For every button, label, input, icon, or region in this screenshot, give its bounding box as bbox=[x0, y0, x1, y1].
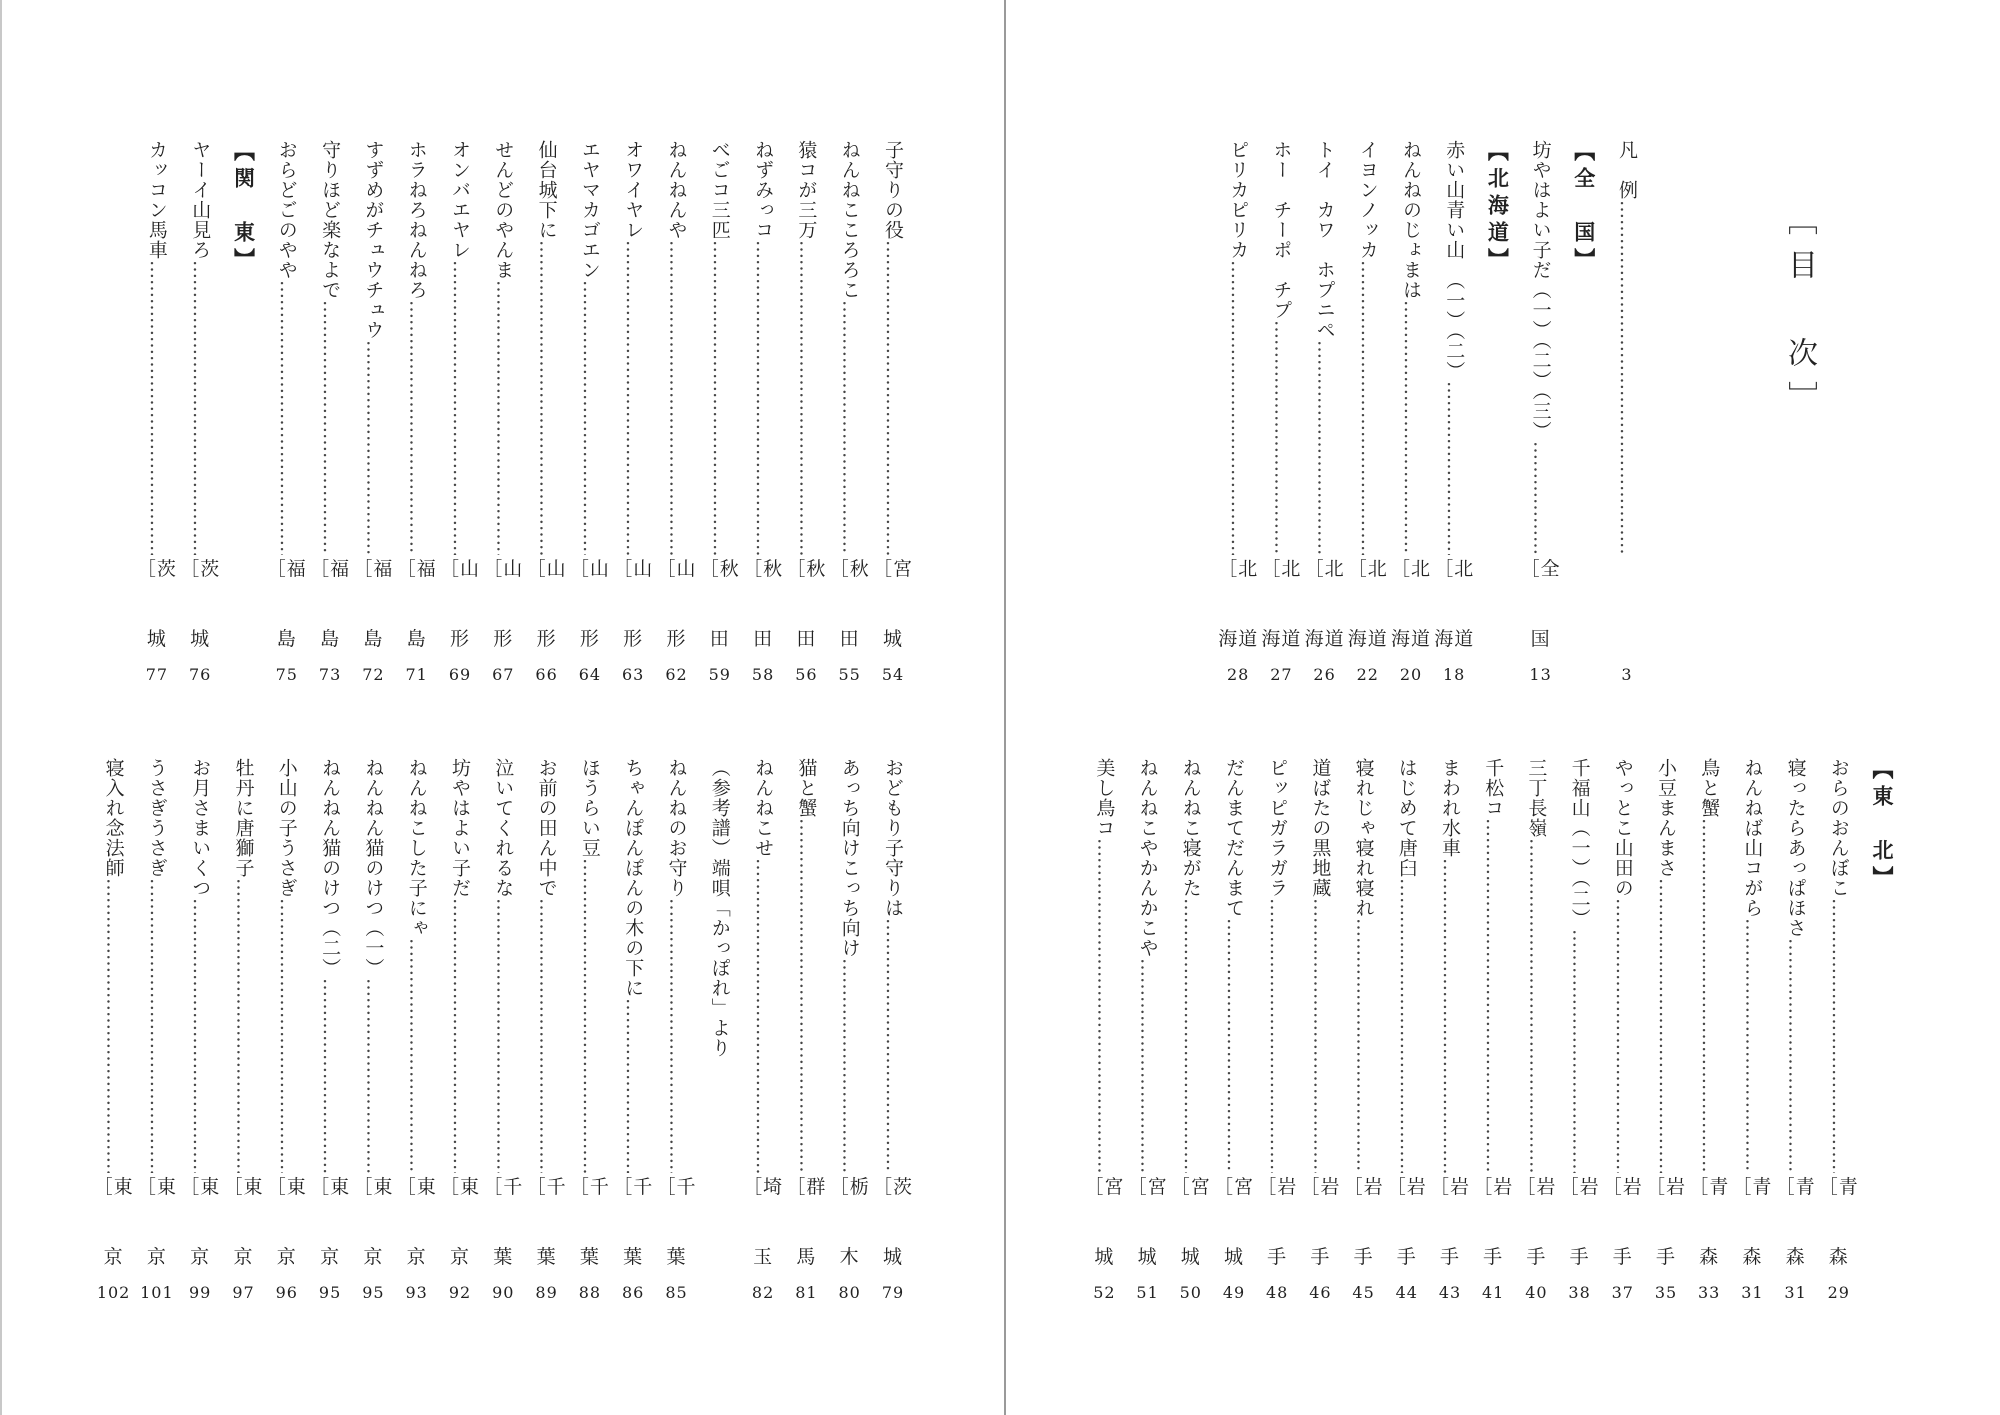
entry-prefecture: ［宮 城 bbox=[1127, 1176, 1168, 1268]
entry-title: エヤマカゴエン …………………………………………………………………………………………………………………… bbox=[579, 140, 601, 555]
toc-entry bbox=[786, 758, 827, 1318]
entry-prefecture: ［埼 玉 bbox=[743, 1176, 784, 1268]
entry-page-number: 35 bbox=[1654, 1283, 1678, 1302]
entry-title: ホラねろねんねろ …………………………………………………………………………………………………………………… bbox=[406, 140, 428, 555]
entry-page-number: 75 bbox=[275, 665, 298, 684]
entry-title: 小豆まんまさ …………………………………………………………………………………………………………………… bbox=[1655, 758, 1677, 1173]
section-heading: 【東 北】 bbox=[1870, 758, 1895, 893]
entry-prefecture: ［東 京 bbox=[440, 1176, 481, 1268]
entry-page-number: 33 bbox=[1698, 1283, 1721, 1302]
toc-entry bbox=[613, 140, 654, 700]
toc-entry bbox=[93, 758, 134, 1318]
toc-entry bbox=[1516, 758, 1557, 1318]
entry-page-number: 102 bbox=[96, 1283, 131, 1302]
toc-entry bbox=[1300, 758, 1341, 1318]
entry-prefecture: ［茨 城 bbox=[136, 558, 177, 650]
toc-entry bbox=[440, 758, 481, 1318]
entry-page-number: 85 bbox=[665, 1283, 688, 1302]
entry-title: せんどのやんま …………………………………………………………………………………………………………………… bbox=[492, 140, 514, 555]
toc-entry bbox=[1391, 140, 1432, 700]
entry-page-number: 51 bbox=[1136, 1283, 1159, 1302]
entry-page-number: 97 bbox=[232, 1283, 255, 1302]
entry-page-number: 86 bbox=[622, 1283, 645, 1302]
entry-page-number: 13 bbox=[1529, 665, 1552, 684]
entry-page-number: 31 bbox=[1741, 1283, 1764, 1302]
entry-title: 坊やはよい子だ …………………………………………………………………………………………………………………… bbox=[449, 758, 471, 1173]
entry-page-number: 56 bbox=[795, 665, 818, 684]
toc-entry bbox=[1646, 758, 1687, 1318]
toc-entry bbox=[1343, 758, 1384, 1318]
toc-entry bbox=[440, 140, 481, 700]
entry-title: ねんねん猫のけつ（一） …………………………………………………………………………………………………………………… bbox=[362, 758, 384, 1173]
entry-title: おどもり子守りは …………………………………………………………………………………………………………………… bbox=[882, 758, 904, 1173]
toc-entry bbox=[1214, 758, 1255, 1318]
entry-title: 坊やはよい子だ（一）（二）（三） …………………………………………………………………………………………………………………… bbox=[1530, 140, 1552, 555]
entry-title: ねんねこころろこ …………………………………………………………………………………………………………………… bbox=[839, 140, 861, 555]
entry-prefecture: ［岩 手 bbox=[1257, 1176, 1298, 1268]
entry-prefecture: ［東 京 bbox=[223, 1176, 264, 1268]
entry-page-number: 55 bbox=[838, 665, 861, 684]
entry-prefecture: ［栃 木 bbox=[829, 1176, 870, 1268]
entry-title: お前の田ん中で …………………………………………………………………………………………………………………… bbox=[536, 758, 558, 1173]
entry-prefecture: ［山 形 bbox=[569, 558, 610, 650]
entry-title: 泣いてくれるな …………………………………………………………………………………………………………………… bbox=[492, 758, 514, 1173]
entry-page-number: 99 bbox=[189, 1283, 212, 1302]
toc-entry bbox=[223, 758, 264, 1318]
entry-title: ねんねのじょまは …………………………………………………………………………………………………………………… bbox=[1400, 140, 1422, 555]
right-page bbox=[1004, 0, 2000, 1415]
toc-entry bbox=[180, 758, 221, 1318]
entry-title: おらのおんぼこ …………………………………………………………………………………………………………………… bbox=[1828, 758, 1850, 1173]
toc-entry bbox=[136, 758, 177, 1318]
entry-title: はじめて唐臼 …………………………………………………………………………………………………………………… bbox=[1396, 758, 1418, 1173]
entry-title: ホー チーポ チプ …………………………………………………………………………………………………………………… bbox=[1270, 140, 1292, 555]
toc-entry bbox=[656, 140, 697, 700]
entry-page-number: 81 bbox=[795, 1283, 818, 1302]
entry-title: 子守りの役 …………………………………………………………………………………………………………………… bbox=[882, 140, 904, 555]
toc-heading: ［目 次］ bbox=[1782, 205, 1817, 425]
entry-title: ねんねば山コがら …………………………………………………………………………………………………………………… bbox=[1741, 758, 1763, 1173]
toc-entry bbox=[526, 758, 567, 1318]
entry-prefecture: ［岩 手 bbox=[1559, 1176, 1600, 1268]
entry-title: 仙台城下に …………………………………………………………………………………………………………………… bbox=[536, 140, 558, 555]
entry-prefecture: ［青 森 bbox=[1818, 1176, 1859, 1268]
entry-prefecture: ［山 形 bbox=[483, 558, 524, 650]
entry-page-number: 101 bbox=[140, 1283, 174, 1302]
toc-entry bbox=[1616, 140, 1638, 700]
entry-page-number: 27 bbox=[1270, 665, 1293, 684]
toc-entry bbox=[699, 140, 740, 700]
toc-entry bbox=[1559, 758, 1600, 1318]
entry-prefecture: ［秋 田 bbox=[743, 558, 784, 650]
entry-prefecture: ［福 島 bbox=[310, 558, 351, 650]
toc-entry bbox=[1257, 758, 1298, 1318]
entry-page-number: 67 bbox=[492, 665, 515, 684]
entry-prefecture: ［北 海道 bbox=[1347, 558, 1388, 650]
entry-title: 鳥と蟹 …………………………………………………………………………………………………………………… bbox=[1698, 758, 1720, 1173]
entry-page-number: 43 bbox=[1438, 1283, 1462, 1302]
entry-page-number: 64 bbox=[578, 665, 602, 684]
entry-title: おらどごのやや …………………………………………………………………………………………………………………… bbox=[276, 140, 298, 555]
entry-prefecture: ［福 島 bbox=[353, 558, 394, 650]
toc-entry bbox=[1430, 758, 1471, 1318]
entry-prefecture: ［千 葉 bbox=[569, 1176, 610, 1268]
entry-title: 三丁長嶺 …………………………………………………………………………………………………………………… bbox=[1525, 758, 1547, 1173]
entry-prefecture: ［秋 田 bbox=[786, 558, 827, 650]
section-heading: 【関 東】 bbox=[231, 140, 257, 275]
entry-prefecture: ［岩 手 bbox=[1430, 1176, 1471, 1268]
entry-prefecture: ［岩 手 bbox=[1343, 1176, 1384, 1268]
entry-title: 小山の子うさぎ …………………………………………………………………………………………………………………… bbox=[276, 758, 298, 1173]
entry-prefecture: ［宮 城 bbox=[1170, 1176, 1211, 1268]
entry-prefecture: ［宮 城 bbox=[1214, 1176, 1255, 1268]
entry-title: ほうらい豆 …………………………………………………………………………………………………………………… bbox=[579, 758, 601, 1173]
entry-page-number: 48 bbox=[1266, 1283, 1289, 1302]
entry-title: 千松コ …………………………………………………………………………………………………………………… bbox=[1482, 758, 1504, 1173]
toc-entry bbox=[310, 758, 351, 1318]
entry-title: ねんねこした子にゃ …………………………………………………………………………………………………………………… bbox=[406, 758, 428, 1173]
entry-title: ヤーイ山見ろ …………………………………………………………………………………………………………………… bbox=[189, 140, 211, 555]
toc-entry bbox=[1732, 758, 1773, 1318]
entry-page-number: 58 bbox=[751, 665, 775, 684]
entry-page-number: 20 bbox=[1399, 665, 1423, 684]
entry-title: 寝ったらあっぱほさ …………………………………………………………………………………………………………………… bbox=[1785, 758, 1807, 1173]
entry-title: 凡 例 …………………………………………………………………………………………………………………… bbox=[1616, 140, 1638, 555]
toc-entry bbox=[353, 140, 394, 700]
toc-entry bbox=[786, 140, 827, 700]
entry-page-number: 79 bbox=[881, 1283, 905, 1302]
entry-title: ねんねん猫のけつ（二） …………………………………………………………………………………………………………………… bbox=[319, 758, 341, 1173]
entry-prefecture: ［福 島 bbox=[266, 558, 307, 650]
entry-prefecture: ［東 京 bbox=[353, 1176, 394, 1268]
toc-entry bbox=[526, 140, 567, 700]
entry-page-number: 63 bbox=[622, 665, 645, 684]
entry-page-number: 49 bbox=[1222, 1283, 1246, 1302]
toc-entry bbox=[873, 140, 914, 700]
toc-entry bbox=[1689, 758, 1730, 1318]
entry-page-number: 66 bbox=[535, 665, 558, 684]
entry-title: 赤い山青い山 （一）（二） …………………………………………………………………………………………………………………… bbox=[1443, 140, 1465, 555]
entry-page-number: 76 bbox=[189, 665, 212, 684]
entry-prefecture: ［福 島 bbox=[396, 558, 437, 650]
entry-title: ちゃんぽんぽんの木の下に …………………………………………………………………………………………………………………… bbox=[622, 758, 644, 1173]
entry-page-number: 31 bbox=[1784, 1283, 1807, 1302]
entry-title: カッコン馬車 …………………………………………………………………………………………………………………… bbox=[146, 140, 168, 555]
entry-prefecture: ［北 海道 bbox=[1218, 558, 1259, 650]
entry-prefecture: ［青 森 bbox=[1775, 1176, 1816, 1268]
toc-entry bbox=[483, 140, 524, 700]
entry-prefecture: ［山 形 bbox=[656, 558, 697, 650]
toc-entry bbox=[1218, 140, 1259, 700]
toc-entry bbox=[1304, 140, 1345, 700]
entry-prefecture: ［青 森 bbox=[1689, 1176, 1730, 1268]
entry-title: だんまてだんまて …………………………………………………………………………………………………………………… bbox=[1223, 758, 1245, 1173]
toc-entry bbox=[1261, 140, 1302, 700]
toc-entry bbox=[266, 758, 307, 1318]
entry-page-number: 52 bbox=[1093, 1283, 1116, 1302]
toc-entry bbox=[310, 140, 351, 700]
entry-title: 猿コが三万 …………………………………………………………………………………………………………………… bbox=[795, 140, 817, 555]
entry-page-number: 38 bbox=[1568, 1283, 1591, 1302]
entry-prefecture: ［茨 城 bbox=[873, 1176, 914, 1268]
section-heading: 【北海道】 bbox=[1485, 140, 1511, 275]
entry-page-number: 62 bbox=[665, 665, 688, 684]
reference-note: （参考譜）端唄「かっぽれ」より bbox=[708, 758, 731, 1058]
entry-prefecture: ［北 海道 bbox=[1304, 558, 1345, 650]
section-heading: 【全 国】 bbox=[1571, 140, 1597, 275]
entry-prefecture: ［青 森 bbox=[1732, 1176, 1773, 1268]
toc-entry bbox=[743, 758, 784, 1318]
entry-title: トイ カワ ホプニペ …………………………………………………………………………………………………………………… bbox=[1314, 140, 1336, 555]
toc-entry bbox=[353, 758, 394, 1318]
entry-page-number: 26 bbox=[1313, 665, 1336, 684]
entry-page-number: 22 bbox=[1356, 665, 1379, 684]
toc-entry bbox=[396, 140, 437, 700]
toc-entry bbox=[829, 758, 870, 1318]
entry-prefecture: ［岩 手 bbox=[1473, 1176, 1514, 1268]
entry-prefecture: ［岩 手 bbox=[1516, 1176, 1557, 1268]
toc-entry bbox=[1386, 758, 1427, 1318]
toc-entry bbox=[1170, 758, 1211, 1318]
toc-entry bbox=[569, 758, 610, 1318]
entry-page-number: 37 bbox=[1611, 1283, 1634, 1302]
entry-page-number: 93 bbox=[405, 1283, 428, 1302]
entry-title: ねんねこ寝がた …………………………………………………………………………………………………………………… bbox=[1180, 758, 1202, 1173]
toc-entry bbox=[1434, 140, 1475, 700]
entry-prefecture: ［秋 田 bbox=[699, 558, 740, 650]
entry-title: ピッピガラガラ …………………………………………………………………………………………………………………… bbox=[1266, 758, 1288, 1173]
entry-title: まわれ水車 …………………………………………………………………………………………………………………… bbox=[1439, 758, 1461, 1173]
entry-title: 寝入れ念法師 …………………………………………………………………………………………………………………… bbox=[103, 758, 125, 1173]
entry-prefecture: ［岩 手 bbox=[1602, 1176, 1643, 1268]
entry-page-number: 96 bbox=[275, 1283, 298, 1302]
entry-prefecture: ［東 京 bbox=[93, 1176, 134, 1268]
entry-page-number: 92 bbox=[448, 1283, 472, 1302]
entry-prefecture: ［北 海道 bbox=[1261, 558, 1302, 650]
toc-entry bbox=[1775, 758, 1816, 1318]
toc-entry bbox=[1602, 758, 1643, 1318]
entry-prefecture: ［全 国 bbox=[1520, 558, 1561, 650]
entry-page-number: 69 bbox=[448, 665, 472, 684]
entry-page-number: 44 bbox=[1395, 1283, 1418, 1302]
entry-page-number: 88 bbox=[578, 1283, 602, 1302]
entry-title: ねずみっコ …………………………………………………………………………………………………………………… bbox=[752, 140, 774, 555]
entry-page-number: 90 bbox=[492, 1283, 515, 1302]
toc-entry bbox=[829, 140, 870, 700]
entry-prefecture: ［北 海道 bbox=[1434, 558, 1475, 650]
toc-entry bbox=[1473, 758, 1514, 1318]
entry-title: 道ばたの黒地蔵 …………………………………………………………………………………………………………………… bbox=[1309, 758, 1331, 1173]
entry-prefecture: ［宮 城 bbox=[873, 558, 914, 650]
entry-prefecture: ［山 形 bbox=[613, 558, 654, 650]
entry-page-number: 54 bbox=[881, 665, 905, 684]
toc-entry bbox=[483, 758, 524, 1318]
entry-title: すずめがチュウチュウ …………………………………………………………………………………………………………………… bbox=[362, 140, 384, 555]
entry-page-number: 28 bbox=[1227, 665, 1250, 684]
entry-prefecture: ［山 形 bbox=[526, 558, 567, 650]
entry-title: 猫と蟹 …………………………………………………………………………………………………………………… bbox=[795, 758, 817, 1173]
entry-prefecture: ［岩 手 bbox=[1300, 1176, 1341, 1268]
entry-page-number: 50 bbox=[1179, 1283, 1202, 1302]
toc-entry bbox=[569, 140, 610, 700]
toc-entry bbox=[743, 140, 784, 700]
entry-page-number: 45 bbox=[1352, 1283, 1375, 1302]
entry-title: お月さまいくつ …………………………………………………………………………………………………………………… bbox=[189, 758, 211, 1173]
entry-prefecture: ［宮 城 bbox=[1084, 1176, 1125, 1268]
toc-entry bbox=[613, 758, 654, 1318]
entry-page-number: 71 bbox=[405, 665, 428, 684]
entry-prefecture: ［東 京 bbox=[396, 1176, 437, 1268]
entry-page-number: 95 bbox=[362, 1283, 385, 1302]
entry-title: 千福山（一）（二） …………………………………………………………………………………………………………………… bbox=[1569, 758, 1591, 1173]
entry-prefecture: ［北 海道 bbox=[1391, 558, 1432, 650]
entry-prefecture: ［茨 城 bbox=[180, 558, 221, 650]
entry-page-number: 95 bbox=[318, 1283, 342, 1302]
entry-title: ねんねんや …………………………………………………………………………………………………………………… bbox=[666, 140, 688, 555]
toc-entry bbox=[266, 140, 307, 700]
entry-title: ねんねのお守り …………………………………………………………………………………………………………………… bbox=[666, 758, 688, 1173]
entry-title: ねんねこやかんかこや …………………………………………………………………………………………………………………… bbox=[1137, 758, 1159, 1173]
entry-prefecture: ［群 馬 bbox=[786, 1176, 827, 1268]
entry-page-number: 72 bbox=[362, 665, 385, 684]
entry-prefecture: ［東 京 bbox=[266, 1176, 307, 1268]
entry-page-number: 89 bbox=[535, 1283, 558, 1302]
entry-prefecture: ［岩 手 bbox=[1646, 1176, 1687, 1268]
entry-page-number: 40 bbox=[1525, 1283, 1548, 1302]
entry-title: やっとこ山田の …………………………………………………………………………………………………………………… bbox=[1612, 758, 1634, 1173]
entry-page-number: 73 bbox=[318, 665, 342, 684]
toc-entry bbox=[1520, 140, 1561, 700]
entry-title: うさぎうさぎ …………………………………………………………………………………………………………………… bbox=[146, 758, 168, 1173]
toc-entry bbox=[873, 758, 914, 1318]
entry-prefecture: ［山 形 bbox=[440, 558, 481, 650]
entry-prefecture: ［千 葉 bbox=[613, 1176, 654, 1268]
entry-prefecture: ［千 葉 bbox=[526, 1176, 567, 1268]
entry-page-number: 3 bbox=[1621, 665, 1633, 684]
entry-page-number: 59 bbox=[708, 665, 731, 684]
entry-page-number: 41 bbox=[1482, 1283, 1505, 1302]
entry-prefecture: ［千 葉 bbox=[656, 1176, 697, 1268]
entry-title: オンバエヤレ …………………………………………………………………………………………………………………… bbox=[449, 140, 471, 555]
entry-page-number: 80 bbox=[838, 1283, 861, 1302]
entry-prefecture: ［東 京 bbox=[310, 1176, 351, 1268]
entry-title: 牡丹に唐獅子 …………………………………………………………………………………………………………………… bbox=[233, 758, 255, 1173]
entry-title: イヨンノッカ …………………………………………………………………………………………………………………… bbox=[1357, 140, 1379, 555]
entry-prefecture: ［東 京 bbox=[136, 1176, 177, 1268]
entry-page-number: 29 bbox=[1827, 1283, 1850, 1302]
entry-title: ピリカピリカ …………………………………………………………………………………………………………………… bbox=[1227, 140, 1249, 555]
entry-prefecture: ［秋 田 bbox=[829, 558, 870, 650]
entry-page-number: 18 bbox=[1443, 665, 1466, 684]
toc-entry bbox=[1127, 758, 1168, 1318]
entry-title: ねんねこせ …………………………………………………………………………………………………………………… bbox=[752, 758, 774, 1173]
toc-entry bbox=[136, 140, 177, 700]
entry-page-number: 77 bbox=[145, 665, 169, 684]
entry-title: オワイヤレ …………………………………………………………………………………………………………………… bbox=[622, 140, 644, 555]
entry-title: 寝れじゃ寝れ寝れ …………………………………………………………………………………………………………………… bbox=[1353, 758, 1375, 1173]
toc-entry bbox=[656, 758, 697, 1318]
entry-title: 美し鳥コ …………………………………………………………………………………………………………………… bbox=[1093, 758, 1115, 1173]
entry-prefecture: ［東 京 bbox=[180, 1176, 221, 1268]
toc-entry bbox=[180, 140, 221, 700]
entry-prefecture: ［岩 手 bbox=[1386, 1176, 1427, 1268]
toc-entry bbox=[396, 758, 437, 1318]
toc-entry bbox=[1084, 758, 1125, 1318]
entry-page-number: 82 bbox=[751, 1283, 775, 1302]
entry-page-number: 46 bbox=[1309, 1283, 1332, 1302]
toc-entry bbox=[1818, 758, 1859, 1318]
entry-prefecture: ［千 葉 bbox=[483, 1176, 524, 1268]
entry-title: べごコ三匹 …………………………………………………………………………………………………………………… bbox=[709, 140, 731, 555]
toc-entry bbox=[1347, 140, 1388, 700]
entry-title: あっち向けこっち向け …………………………………………………………………………………………………………………… bbox=[839, 758, 861, 1173]
entry-title: 守りほど楽なよで …………………………………………………………………………………………………………………… bbox=[319, 140, 341, 555]
